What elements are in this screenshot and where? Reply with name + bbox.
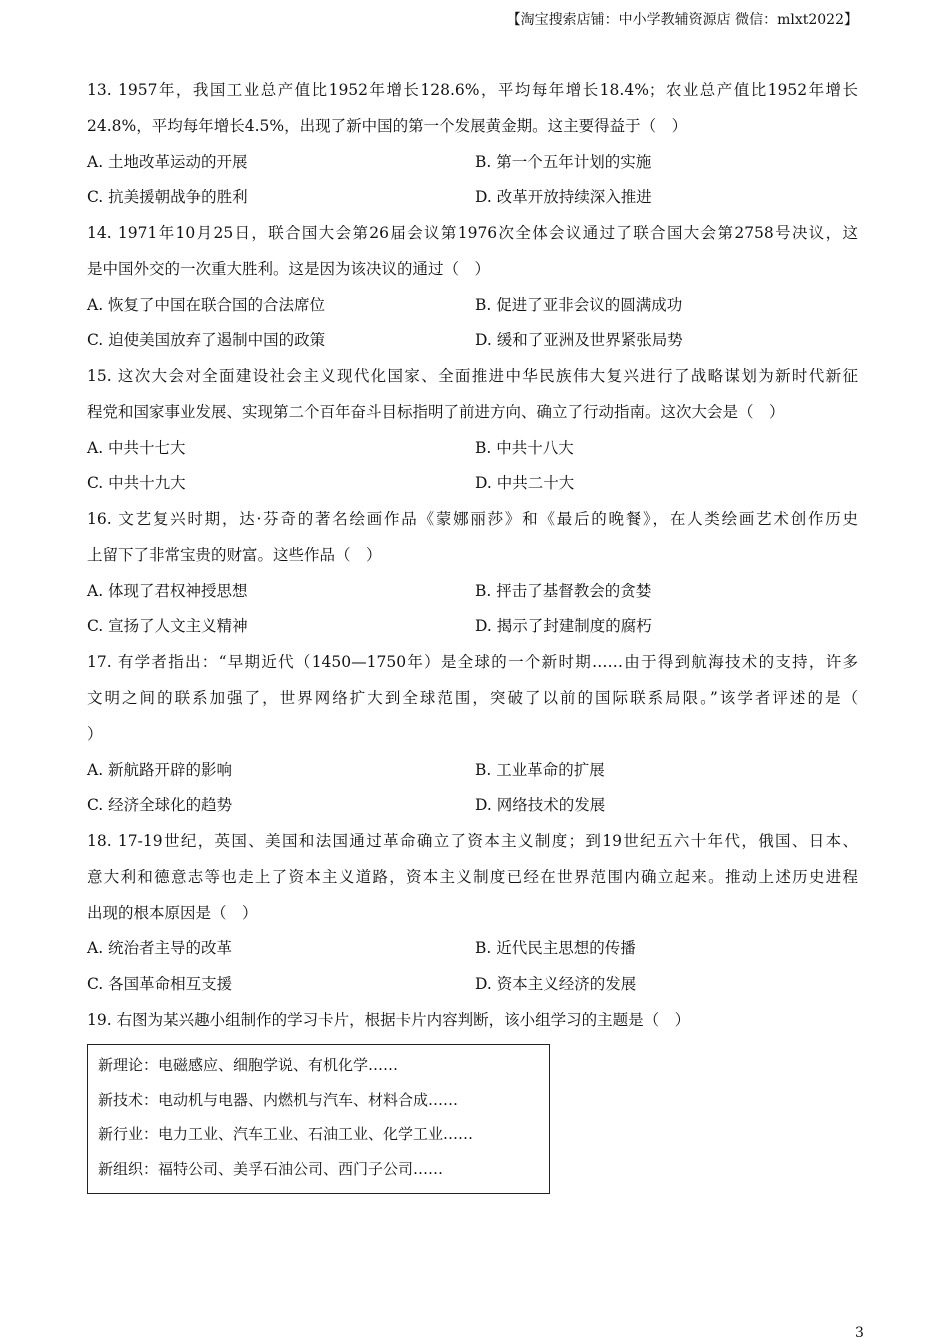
answer-option[interactable]: D. 揭示了封建制度的腐朽 [475, 617, 652, 636]
option-row [87, 323, 858, 359]
option-row [87, 609, 858, 645]
answer-option[interactable]: B. 抨击了基督教会的贪婪 [475, 581, 652, 600]
question-stem-line: 意大利和德意志等也走上了资本主义道路，资本主义制度已经在世界范围内确立起来。推动上述历史进程 [87, 867, 858, 886]
card-line: 新组织：福特公司、美孚石油公司、西门子公司…… [98, 1160, 444, 1179]
answer-option[interactable]: C. 迫使美国放弃了遏制中国的政策 [87, 331, 326, 350]
option-row [87, 931, 858, 967]
card-line: 新技术：电动机与电器、内燃机与汽车、材料合成…… [98, 1090, 459, 1109]
answer-option[interactable]: B. 工业革命的扩展 [475, 760, 605, 779]
question-stem-line: 是中国外交的一次重大胜利。这是因为该决议的通过（ ） [87, 259, 491, 278]
study-card [87, 1044, 550, 1194]
question-stem-line: 文明之间的联系加强了，世界网络扩大到全球范围，突破了以前的国际联系局限。”该学者评述的是（ [87, 689, 858, 708]
question-stem-line: 16. 文艺复兴时期，达·芬奇的著名绘画作品《蒙娜丽莎》和《最后的晚餐》，在人类绘画艺术创作历史 [87, 510, 858, 529]
answer-option[interactable]: B. 中共十八大 [475, 438, 574, 457]
question-stem-line: 14. 1971年10月25日，联合国大会第26届会议第1976次全体会议通过了联合国大会第2758号决议，这 [87, 224, 858, 243]
question-list [87, 73, 858, 1039]
answer-option[interactable]: C. 中共十九大 [87, 474, 186, 493]
question-stem-line: 17. 有学者指出：“早期近代（1450—1750年）是全球的一个新时期……由于得到航海技术的支持，许多 [87, 653, 858, 672]
answer-option[interactable]: A. 中共十七大 [87, 438, 186, 457]
question-stem-line: 13. 1957年，我国工业总产值比1952年增长128.6%，平均每年增长18.4%；农业总产值比1952年增长 [87, 81, 858, 99]
option-row [87, 466, 858, 502]
question-stem-line: 15. 这次大会对全面建设社会主义现代化国家、全面推进中华民族伟大复兴进行了战略谋划为新时代新征 [87, 367, 858, 386]
question-stem-line: 18. 17-19世纪，英国、美国和法国通过革命确立了资本主义制度；到19世纪五六十年代，俄国、日本、 [87, 832, 858, 851]
question-stem-line: ） [87, 724, 103, 743]
option-row [87, 145, 858, 181]
answer-option[interactable]: A. 恢复了中国在联合国的合法席位 [87, 295, 326, 314]
option-row [87, 967, 858, 1003]
option-row [87, 753, 858, 789]
answer-option[interactable]: B. 近代民主思想的传播 [475, 939, 636, 958]
option-row [87, 574, 858, 610]
answer-option[interactable]: B. 第一个五年计划的实施 [475, 152, 652, 171]
option-row [87, 180, 858, 216]
answer-option[interactable]: D. 改革开放持续深入推进 [475, 188, 652, 207]
question-stem-line: 程党和国家事业发展、实现第二个百年奋斗目标指明了前进方向、确立了行动指南。这次大会是（ ） [87, 402, 785, 421]
answer-option[interactable]: C. 宣扬了人文主义精神 [87, 617, 248, 636]
option-row [87, 288, 858, 324]
question-stem-line: 24.8%，平均每年增长4.5%，出现了新中国的第一个发展黄金期。这主要得益于（ ） [87, 116, 688, 135]
option-row [87, 788, 858, 824]
answer-option[interactable]: D. 网络技术的发展 [475, 796, 606, 815]
answer-option[interactable]: C. 经济全球化的趋势 [87, 796, 233, 815]
answer-option[interactable]: B. 促进了亚非会议的圆满成功 [475, 295, 683, 314]
card-line: 新理论：电磁感应、细胞学说、有机化学…… [98, 1056, 399, 1074]
answer-option[interactable]: A. 土地改革运动的开展 [87, 152, 248, 171]
card-line: 新行业：电力工业、汽车工业、石油工业、化学工业…… [98, 1125, 474, 1144]
answer-option[interactable]: D. 资本主义经济的发展 [475, 975, 637, 994]
answer-option[interactable]: A. 统治者主导的改革 [87, 939, 233, 958]
question-stem-line: 上留下了非常宝贵的财富。这些作品（ ） [87, 545, 382, 564]
option-row [87, 431, 858, 467]
answer-option[interactable]: C. 抗美援朝战争的胜利 [87, 188, 248, 207]
answer-option[interactable]: D. 缓和了亚洲及世界紧张局势 [475, 331, 683, 350]
watermark-header: 【淘宝搜索店铺：中小学教辅资源店 微信：mlxt2022】 [506, 12, 858, 28]
answer-option[interactable]: A. 体现了君权神授思想 [87, 581, 248, 600]
question-stem-line: 出现的根本原因是（ ） [87, 903, 258, 922]
answer-option[interactable]: D. 中共二十大 [475, 474, 575, 493]
page-number: 3 [855, 1325, 864, 1341]
question-stem-line: 19. 右图为某兴趣小组制作的学习卡片，根据卡片内容判断，该小组学习的主题是（ ） [87, 1010, 691, 1029]
answer-option[interactable]: C. 各国革命相互支援 [87, 975, 233, 994]
answer-option[interactable]: A. 新航路开辟的影响 [87, 760, 233, 779]
